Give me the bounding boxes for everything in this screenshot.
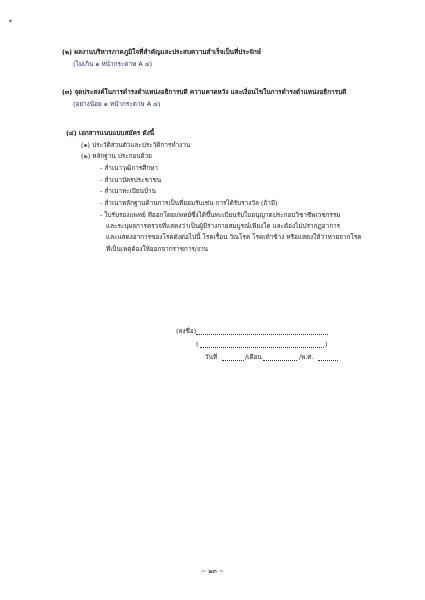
attachment-bullet: - สำเนาวุฒิการศึกษา <box>100 164 158 172</box>
section-2-heading: (๒) ผลงานบริหารภาคภูมิใจที่สำคัญและประสบความสำเร็จเป็นที่ประจักษ์ <box>62 48 261 56</box>
medical-certificate-line: ที่เป็นเหตุต้องให้ออกจากราชการ/งาน <box>106 245 209 253</box>
section-3-heading: (๓) จุดประสงค์ในการดำรงตำแหน่งอธิการบดี ความคาดหวัง และเงื่อนไขในการดำรงตำแหน่งอธิการบดี <box>62 88 347 96</box>
page-number: ~ ๒๓ ~ <box>200 567 225 575</box>
attachment-bullet: - สำเนาทะเบียนบ้าน <box>100 187 156 195</box>
signature-label: (ลงชื่อ) <box>176 327 197 335</box>
section-3-note: (อย่างน้อย ๑ หน้ากระดาษ A ๔) <box>73 100 161 108</box>
date-label: วันที่ <box>205 353 218 361</box>
attachment-item-1: (๑) ประวัติส่วนตัวและประวัติการทำงาน <box>81 141 191 149</box>
name-open-paren: ( <box>196 340 199 348</box>
name-close-paren: ) <box>325 340 328 348</box>
day-blank <box>222 360 244 361</box>
signature-line <box>196 334 328 335</box>
printed-name-line <box>200 347 324 348</box>
month-label: /เดือน <box>245 353 262 361</box>
section-2-note: (ไม่เกิน ๑ หน้ากระดาษ A ๔) <box>73 60 153 68</box>
medical-certificate-line: และระบุผลการตรวจที่แสดงว่าเป็นผู้มีร่างกายสมบูรณ์เพียงใด และต้องไม่ปรากฏอาการ <box>106 222 341 230</box>
year-label: /พ.ศ. <box>299 353 314 361</box>
medical-certificate-line: - ใบรับรองแพทย์ ที่ออกโดยแพทย์ซึ่งได้ขึ้นทะเบียนรับใบอนุญาตประกอบวิชาชีพเวชกรรม <box>100 211 341 219</box>
month-blank <box>263 360 297 361</box>
attachment-bullet: - สำเนาหลักฐานด้านการเป็นที่ยอมรับเช่น การได้รับรางวัล (ถ้ามี) <box>100 199 278 207</box>
attachment-item-2: (๒) หลักฐาน ประกอบด้วย <box>81 152 152 160</box>
year-blank <box>318 360 338 361</box>
medical-certificate-line: และแสดงอาการของโรคดังต่อไปนี้ โรคเรื้อน วัณโรค โรคเท้าช้าง หรือแสดงให้ว่าหายจากโรค <box>106 233 362 241</box>
attachment-bullet: - สำเนาบัตรประชาชน <box>100 176 162 184</box>
scan-mark: • <box>8 17 13 26</box>
section-4-heading: (๔) เอกสารแนบแบบสมัคร ดังนี้ <box>66 129 155 137</box>
